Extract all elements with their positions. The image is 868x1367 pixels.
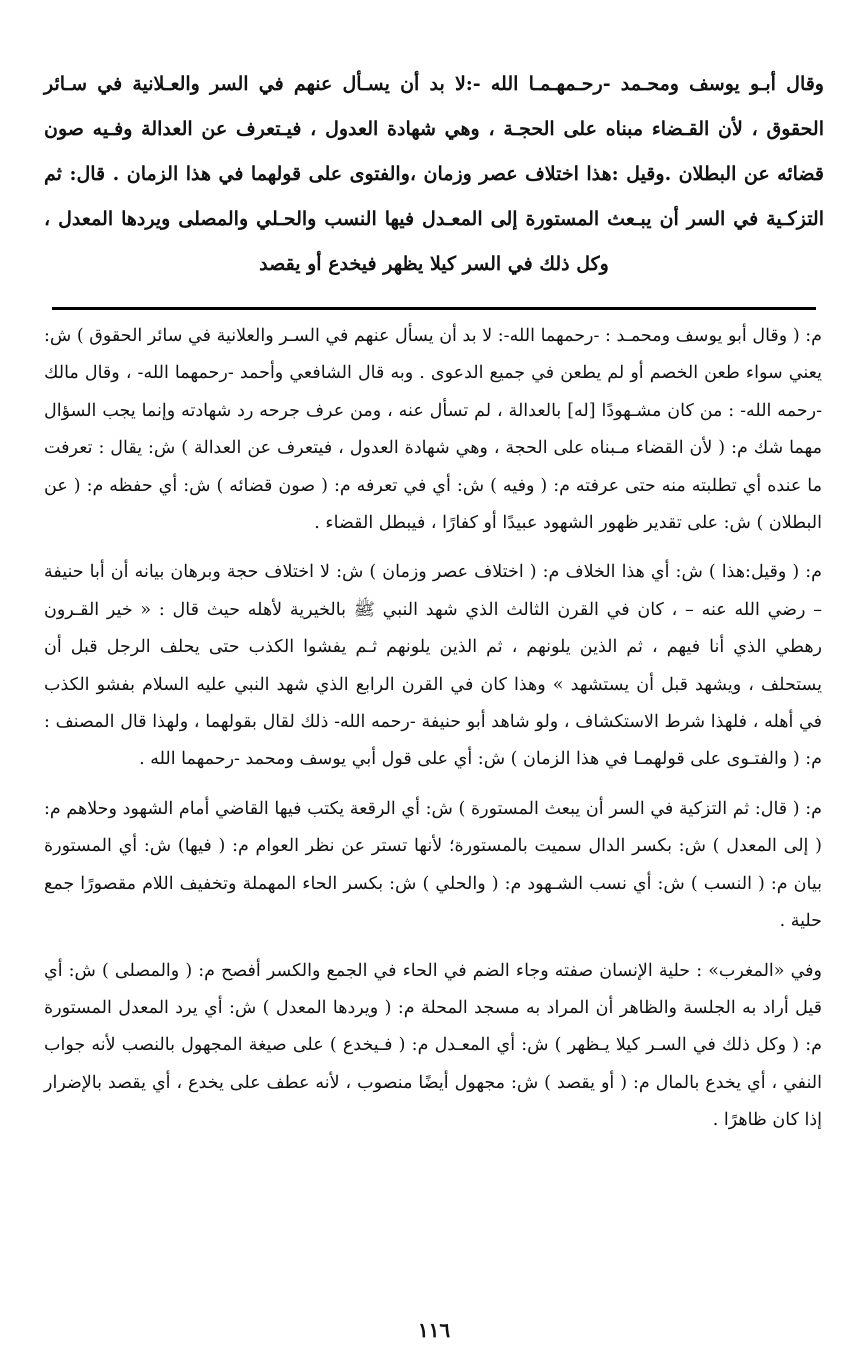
section-divider xyxy=(52,307,816,310)
commentary-block xyxy=(44,318,822,1152)
commentary-paragraph-2: م: ( وقيل:هذا ) ش: أي هذا الخلاف م: ( اختلاف عصر وزمان ) ش: لا اختلاف حجة وبرهان بيانه أن أبا حنيفة – رضي الله عنه – ، كان في القرن الثالث الذي شهد النبي ﷺ بالخيرية لأهله حيث قال : « خير القـرون رهطي الذي أنا فيهم ، ثم الذين يلونهم ، ثم الذين يلونهم ثـم يفشوا الكذب حتى يحلف الرجل قبل أن يستحلف ، ويشهد قبل أن يستشهد » وهذا كان في القرن الرابع الذي شهد النبي عليه السلام بفشو الكذب في أهله ، فلهذا شرط الاستكشاف ، ولو شاهد أبو حنيفة -رحمه الله- ذلك لقال بقولهما ، ولهذا قال المصنف : م: ( والفتـوى على قولهمـا في هذا الزمان ) ش: أي على قول أبي يوسف ومحمد -رحمهما الله . xyxy=(44,562,822,770)
main-text-paragraph: وقال أبـو يوسف ومحـمد -رحـمهـمـا الله -:لا بد أن يسـأل عنهم في السر والعـلانية في سـائر الحقوق ، لأن القـضاء مبناه على الحجـة ، وهي شهادة العدول ، فيـتعرف عن العدالة وفـيه صون قضائه عن البطلان .وقيل :هذا اختلاف عصر وزمان ،والفتوى على قولهما في هذا الزمان . قال: ثم التزكـية في السر أن يبـعث المستورة إلى المعـدل فيها النسب والحـلي والمصلى ويردها المعدل ، وكل ذلك في السر كيلا يظهر فيخدع أو يقصد xyxy=(44,73,824,275)
main-text-block xyxy=(44,62,824,287)
commentary-paragraph-1: م: ( وقال أبو يوسف ومحمـد : -رحمهما الله-: لا بد أن يسأل عنهم في السـر والعلانية في سائر الحقوق ) ش: يعني سواء طعن الخصم أو لم يطعن في جميع الدعوى . وبه قال الشافعي وأحمد -رحمهما الله- ، وقال مالك -رحمه الله- : من كان مشـهودًا [له] بالعدالة ، لم تسأل عنه ، ومن عرف جرحه رد شهادته وإنما يجب السؤال مهما شك م: ( لأن القضاء مـبناه على الحجة ، وهي شهادة العدول ، فيتعرف عن العدالة ) ش: يقال : تعرفت ما عنده أي تطلبته منه حتى عرفته م: ( وفيه ) ش: أي في تعرفه م: ( صون قضائه ) ش: أي حفظه م: ( عن البطلان ) ش: على تقدير ظهور الشهود عبيدًا أو كفارًا ، فيبطل القضاء . xyxy=(44,326,822,534)
page-number: ١١٦ xyxy=(417,1318,451,1342)
commentary-paragraph-3: م: ( قال: ثم التزكية في السر أن يبعث المستورة ) ش: أي الرقعة يكتب فيها القاضي أمام الشهود وحلاهم م: ( إلى المعدل ) ش: بكسر الدال سميت بالمستورة؛ لأنها تستر عن نظر العوام م: ( فيها) ش: أي المستورة بيان م: ( النسب ) ش: أي نسب الشـهود م: ( والحلي ) ش: بكسر الحاء المهملة وتخفيف اللام مقصورًا جمع حلية . xyxy=(44,798,822,932)
commentary-paragraph-4: وفي «المغرب» : حلية الإنسان صفته وجاء الضم في الحاء في الجمع والكسر أفصح م: ( والمصلى ) ش: أي قيل أراد به الجلسة والظاهر أن المراد به مسجد المحلة م: ( ويردها المعدل ) ش: أي يرد المعدل المستورة م: ( وكل ذلك في السـر كيلا يـظهر ) ش: أي المعـدل م: ( فـيخدع ) على صيغة المجهول بالنصب لأنه جواب النفي ، أي يخدع بالمال م: ( أو يقصد ) ش: مجهول أيضًا منصوب ، لأنه عطف على يخدع ، أي يقصد بالإضرار إذا كان ظاهرًا . xyxy=(44,960,822,1131)
